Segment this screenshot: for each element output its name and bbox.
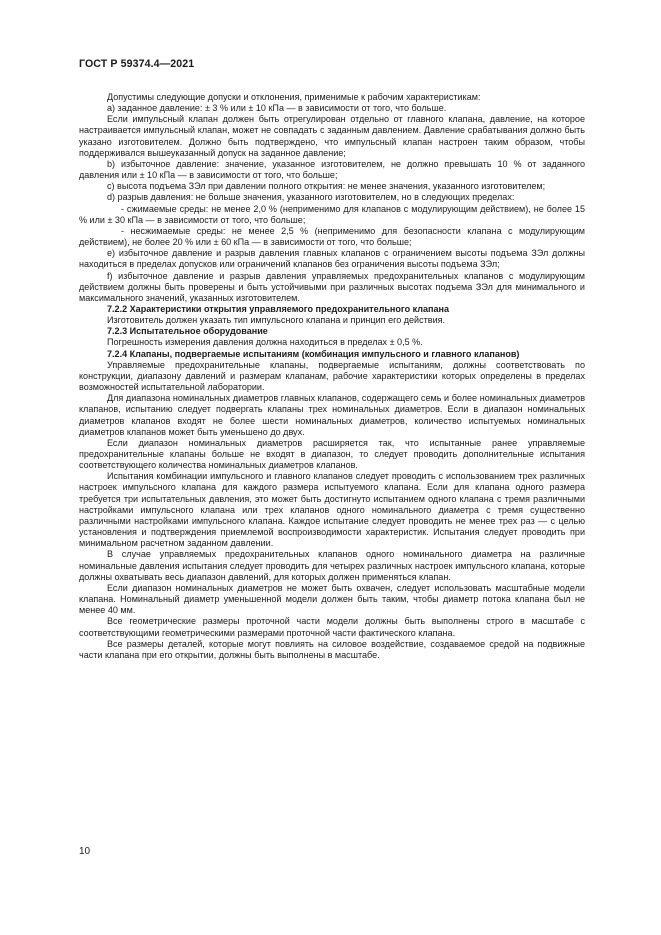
paragraph: e) избыточное давление и разрыв давления главных клапанов с ограничением высоты подъема ЗЭл должны находиться в пределах допусков или ограничений клапанов без ограничения высоты подъема ЗЭл; [79,248,585,270]
paragraph: d) разрыв давления: не больше значения, указанного изготовителем, но в следующих пределах: [107,192,515,203]
page-number: 10 [79,846,91,857]
paragraph: В случае управляемых предохранительных клапанов одного номинального диаметра на различные номинальные давления испытания следует проводить для четырех различных настроек импульсного клапана, которые должны охватывать весь диапазон давлений, для которых должен применяться клапан. [79,549,585,582]
paragraph: Все размеры деталей, которые могут повлиять на силовое воздействие, создаваемое средой на подвижные части клапана при его открытии, должны быть выполнены в масштабе. [79,638,585,660]
document-header: ГОСТ Р 59374.4—2021 [79,58,195,70]
paragraph: Допустимы следующие допуски и отклонения, применимые к рабочим характеристикам: [107,92,481,102]
section-heading: 7.2.3 Испытательное оборудование [107,326,268,337]
paragraph: c) высота подъема ЗЭл при давлении полного открытия: не менее значения, указанного изготовителем; [107,181,546,192]
paragraph: Все геометрические размеры проточной части модели должны быть выполнены строго в масштабе с соответствующими геометрическими размерами проточной части фактического клапана. [79,616,585,638]
paragraph: - несжимаемые среды: не менее 2,5 % (неприменимо для безопасности клапана с модулирующим действием), не более 20 % или ± 60 кПа — в зависимости от того, что больше; [79,225,585,248]
paragraph: Для диапазона номинальных диаметров главных клапанов, содержащего семь и более номинальных диаметров клапанов, испытанию следует подвергать клапаны трех номинальных диаметров. Если в диапазон номинальных диаметров клапанов входят не более шести номинальных диаметров, количество испытуемых номинальных диаметров клапанов может быть уменьшено до двух. [79,393,585,437]
paragraph: Если диапазон номинальных диаметров расширяется так, что испытанные ранее управляемые предохранительные клапаны больше не входят в диапазон, то следует проводить дополнительные испытания соответствующего количества номинальных диаметров клапанов. [79,437,585,471]
body-text [79,92,585,661]
section-heading: 7.2.4 Клапаны, подвергаемые испытаниям (комбинация импульсного и главного клапанов) [107,348,520,359]
paragraph: Если импульсный клапан должен быть отрегулирован отдельно от главного клапана, давление, на которое настраивается импульсный клапан, может не совпадать с заданным давлением. Давление срабатывания должно быть указано изготовителем. Должно быть подтверждено, что импульсный клапан настроен таким образом, чтобы поддерживался вышеуказанный допуск на заданное давление; [79,114,585,158]
paragraph: Изготовитель должен указать тип импульсного клапана и принцип его действия. [107,315,446,326]
paragraph: Если диапазон номинальных диаметров не может быть охвачен, следует использовать масштабные модели клапана. Номинальный диаметр уменьшенной модели должен быть таким, чтобы диаметр потока клапана был не менее 40 мм. [79,582,585,616]
paragraph: Управляемые предохранительные клапаны, подвергаемые испытаниям, должны соответствовать по конструкции, диапазону давлений и размерам клапанам, рабочие характеристики которых определены в пределах возможностей испытательной лаборатории. [79,359,585,393]
paragraph: f) избыточное давление и разрыв давления управляемых предохранительных клапанов с модулирующим действием должны быть проверены и быть устойчивыми при различных высотах подъема ЗЭл для минимального и максимального значений, указанных изготовителем. [79,270,585,303]
section-heading: 7.2.2 Характеристики открытия управляемого предохранительного клапана [107,303,450,314]
paragraph: a) заданное давление: ± 3 % или ± 10 кПа — в зависимости от того, что больше. [107,103,447,114]
paragraph: - сжимаемые среды: не менее 2,0 % (неприменимо для клапанов с модулирующим действием), не более 15 % или ± 30 кПа — в зависимости от того, что больше; [79,203,585,225]
paragraph: b) избыточное давление: значение, указанное изготовителем, не должно превышать 10 % от заданного давления или ± 10 кПа — в зависимости от того, что больше; [79,158,585,181]
paragraph: Погрешность измерения давления должна находиться в пределах ± 0,5 %. [107,337,423,348]
paragraph: Испытания комбинации импульсного и главного клапанов следует проводить с использованием трех различных настроек импульсного клапана для каждого размера испытуемого клапана. Если для клапана одного размера требуется три испытательных давления, это может быть достигнуто испытанием одного клапана с тремя различными настройками импульсного клапана или трех клапанов одного номинального диаметра с тремя существенно различными настройками импульсного клапана. Каждое испытание следует проводить не менее трех раз — с целью установления и подтверждения приемлемой воспроизводимости характеристик. Испытания следует проводить при минимальном расчетном заданном давлении. [79,471,585,549]
